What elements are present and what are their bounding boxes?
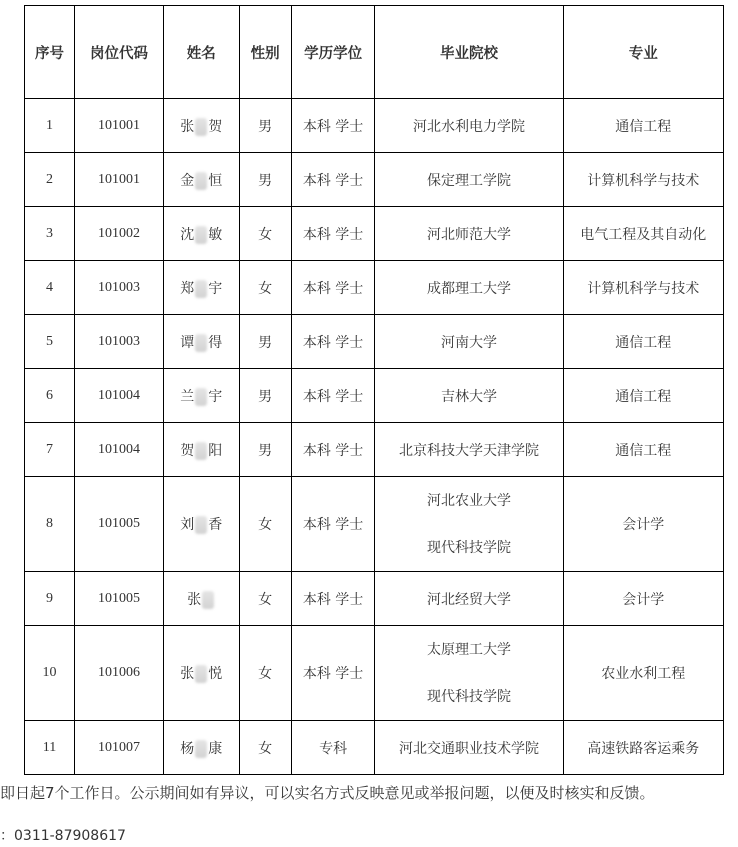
post-code-cell: 101004 xyxy=(75,369,164,423)
notice-text: 即日起7个工作日。公示期间如有异议，可以实名方式反映意见或举报问题，以便及时核实和反馈。 xyxy=(0,784,655,802)
name-last-char: 宇 xyxy=(208,280,223,297)
school-cell xyxy=(375,153,563,207)
seq-cell: 5 xyxy=(25,315,75,369)
table-row xyxy=(25,207,724,261)
name-first-char: 沈 xyxy=(180,226,195,243)
table-row xyxy=(25,261,724,315)
name-cell xyxy=(163,626,239,721)
gender-cell: 女 xyxy=(239,626,291,721)
name-cell xyxy=(163,369,239,423)
school-cell xyxy=(375,572,563,626)
name-first-char: 张 xyxy=(180,118,195,135)
post-code-cell: 101004 xyxy=(75,423,164,477)
post-code-cell: 101003 xyxy=(75,261,164,315)
degree-cell: 本科 学士 xyxy=(291,153,375,207)
name-last-char: 香 xyxy=(208,517,223,533)
redacted-name-blur xyxy=(195,740,207,758)
gender-cell: 女 xyxy=(239,207,291,261)
school-cell xyxy=(375,626,563,721)
gender-cell: 男 xyxy=(239,369,291,423)
name-cell xyxy=(163,721,239,775)
gender-cell: 女 xyxy=(239,572,291,626)
name-first-char: 张 xyxy=(180,666,195,682)
degree-cell: 本科 学士 xyxy=(291,626,375,721)
gender-cell: 男 xyxy=(239,153,291,207)
school-line: 保定理工学院 xyxy=(427,172,511,189)
name-cell xyxy=(163,572,239,626)
major-cell: 计算机科学与技术 xyxy=(563,153,723,207)
major-cell: 计算机科学与技术 xyxy=(563,261,723,315)
name-last-char: 康 xyxy=(208,740,223,757)
gender-cell: 女 xyxy=(239,477,291,572)
redacted-name-blur xyxy=(195,388,207,406)
gender-cell: 男 xyxy=(239,99,291,153)
major-cell: 农业水利工程 xyxy=(563,626,723,721)
name-first-char: 张 xyxy=(187,591,202,608)
redacted-name-blur xyxy=(195,665,207,683)
school-cell xyxy=(375,261,563,315)
name-first-char: 谭 xyxy=(180,334,195,351)
name-first-char: 郑 xyxy=(180,280,195,297)
header-name: 姓名 xyxy=(163,6,239,99)
school-line: 现代科技学院 xyxy=(427,688,511,705)
seq-cell: 8 xyxy=(25,477,75,572)
redacted-name-blur xyxy=(195,226,207,244)
degree-cell: 本科 学士 xyxy=(291,261,375,315)
school-cell xyxy=(375,477,563,572)
school-line: 吉林大学 xyxy=(441,388,497,405)
school-cell xyxy=(375,99,563,153)
gender-cell: 男 xyxy=(239,315,291,369)
line-gap xyxy=(377,661,560,686)
major-cell: 电气工程及其自动化 xyxy=(563,207,723,261)
major-cell: 通信工程 xyxy=(563,315,723,369)
name-last-char: 贺 xyxy=(208,118,223,135)
table-body xyxy=(25,99,724,775)
candidate-table xyxy=(24,5,724,775)
degree-cell: 本科 学士 xyxy=(291,99,375,153)
name-first-char: 贺 xyxy=(180,442,195,459)
table-row xyxy=(25,477,724,572)
seq-cell: 6 xyxy=(25,369,75,423)
table-row xyxy=(25,153,724,207)
post-code-cell: 101005 xyxy=(75,477,164,572)
school-line: 河北农业大学 xyxy=(427,492,511,509)
seq-cell: 11 xyxy=(25,721,75,775)
header-seq: 序号 xyxy=(25,6,75,99)
redacted-name-blur xyxy=(195,442,207,460)
header-degree: 学历学位 xyxy=(291,6,375,99)
table-row xyxy=(25,423,724,477)
school-line: 河南大学 xyxy=(441,334,497,351)
table-row xyxy=(25,626,724,721)
school-line: 河北师范大学 xyxy=(427,226,511,243)
school-line: 河北交通职业技术学院 xyxy=(399,740,539,757)
name-last-char: 悦 xyxy=(208,666,223,682)
seq-cell: 10 xyxy=(25,626,75,721)
seq-cell: 1 xyxy=(25,99,75,153)
degree-cell: 本科 学士 xyxy=(291,315,375,369)
gender-cell: 女 xyxy=(239,721,291,775)
header-post-code: 岗位代码 xyxy=(75,6,164,99)
school-cell xyxy=(375,315,563,369)
school-cell xyxy=(375,207,563,261)
post-code-cell: 101007 xyxy=(75,721,164,775)
degree-cell: 本科 学士 xyxy=(291,423,375,477)
major-cell: 会计学 xyxy=(563,572,723,626)
post-code-cell: 101001 xyxy=(75,99,164,153)
gender-cell: 男 xyxy=(239,423,291,477)
post-code-cell: 101006 xyxy=(75,626,164,721)
name-first-char: 金 xyxy=(180,172,195,189)
major-cell: 通信工程 xyxy=(563,423,723,477)
school-line: 北京科技大学天津学院 xyxy=(399,442,539,459)
major-cell: 高速铁路客运乘务 xyxy=(563,721,723,775)
name-cell xyxy=(163,207,239,261)
degree-cell: 本科 学士 xyxy=(291,207,375,261)
school-cell xyxy=(375,721,563,775)
degree-cell: 专科 xyxy=(291,721,375,775)
redacted-name-blur xyxy=(195,516,207,534)
post-code-cell: 101001 xyxy=(75,153,164,207)
school-line: 现代科技学院 xyxy=(427,539,511,556)
table-row xyxy=(25,315,724,369)
header-major: 专业 xyxy=(563,6,723,99)
name-cell xyxy=(163,153,239,207)
header-school: 毕业院校 xyxy=(375,6,563,99)
redacted-name-blur xyxy=(195,118,207,136)
school-line: 太原理工大学 xyxy=(427,641,511,658)
degree-cell: 本科 学士 xyxy=(291,572,375,626)
school-line: 成都理工大学 xyxy=(427,280,511,297)
school-line: 河北水利电力学院 xyxy=(413,118,525,135)
name-cell xyxy=(163,99,239,153)
degree-cell: 本科 学士 xyxy=(291,477,375,572)
name-cell xyxy=(163,261,239,315)
gender-cell: 女 xyxy=(239,261,291,315)
name-last-char: 敏 xyxy=(208,226,223,243)
name-last-char: 宇 xyxy=(208,388,223,405)
table-row xyxy=(25,369,724,423)
table-row xyxy=(25,572,724,626)
major-cell: 通信工程 xyxy=(563,369,723,423)
name-cell xyxy=(163,477,239,572)
line-gap xyxy=(377,512,560,537)
name-first-char: 兰 xyxy=(180,388,195,405)
name-cell xyxy=(163,315,239,369)
table-row xyxy=(25,721,724,775)
redacted-name-blur xyxy=(195,172,207,190)
name-last-char: 恒 xyxy=(208,172,223,189)
degree-cell: 本科 学士 xyxy=(291,369,375,423)
name-last-char: 阳 xyxy=(208,442,223,459)
header-gender: 性别 xyxy=(239,6,291,99)
name-first-char: 刘 xyxy=(180,517,195,533)
seq-cell: 2 xyxy=(25,153,75,207)
seq-cell: 4 xyxy=(25,261,75,315)
name-cell xyxy=(163,423,239,477)
seq-cell: 9 xyxy=(25,572,75,626)
redacted-name-blur xyxy=(195,334,207,352)
redacted-name-blur xyxy=(202,591,214,609)
post-code-cell: 101002 xyxy=(75,207,164,261)
seq-cell: 7 xyxy=(25,423,75,477)
school-cell xyxy=(375,369,563,423)
school-cell xyxy=(375,423,563,477)
post-code-cell: 101005 xyxy=(75,572,164,626)
redacted-name-blur xyxy=(195,280,207,298)
major-cell: 会计学 xyxy=(563,477,723,572)
major-cell: 通信工程 xyxy=(563,99,723,153)
contact-phone: ：0311-87908617 xyxy=(0,828,126,844)
post-code-cell: 101003 xyxy=(75,315,164,369)
header-row xyxy=(25,6,724,99)
table-row xyxy=(25,99,724,153)
school-line: 河北经贸大学 xyxy=(427,591,511,608)
seq-cell: 3 xyxy=(25,207,75,261)
name-last-char: 得 xyxy=(208,334,223,351)
name-first-char: 杨 xyxy=(180,740,195,757)
